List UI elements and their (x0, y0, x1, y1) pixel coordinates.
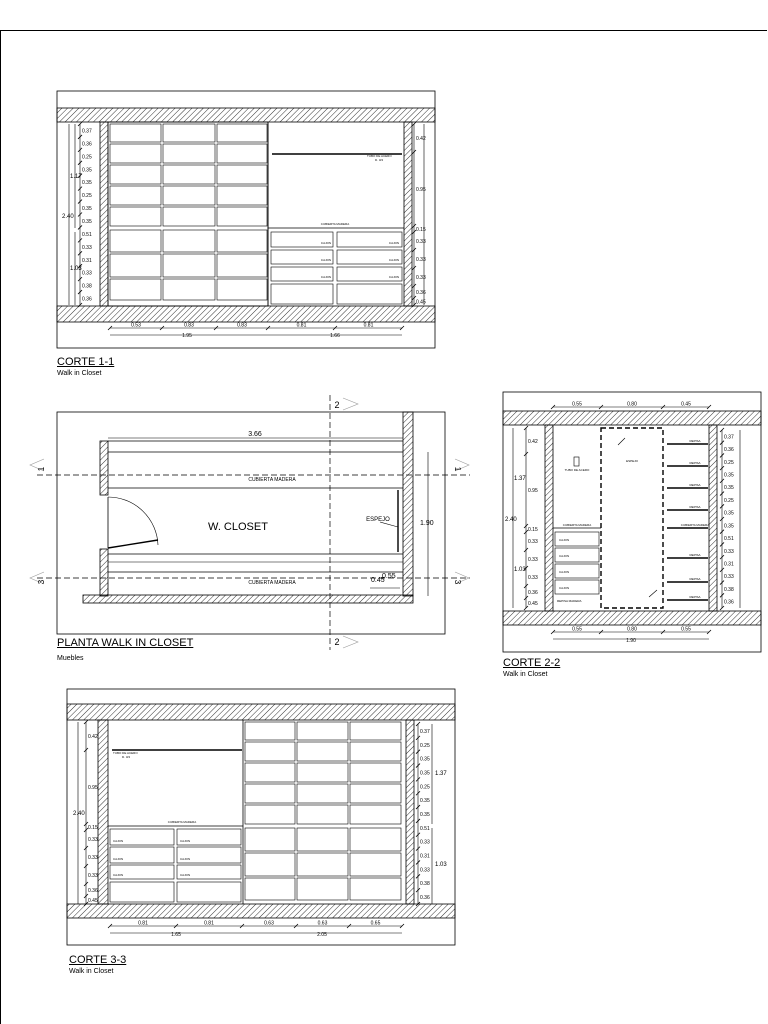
drawer-front (163, 207, 215, 226)
right-dim-label: 0.95 (416, 187, 426, 193)
right-dim-label: 0.33 (724, 574, 734, 581)
left-dim-label: 0.95 (528, 488, 538, 494)
right-dim-label: 0.35 (420, 812, 430, 818)
bottom-dim-label: 0.81 (138, 920, 148, 927)
ceiling-slab (67, 704, 455, 720)
bottom-dim-label: 0.55 (572, 626, 582, 633)
drawer-label: CAJON (388, 258, 400, 262)
section-marker-label: 2 (334, 400, 340, 410)
right-dim-label: 0.42 (416, 136, 426, 142)
drawer-front (217, 279, 267, 300)
left-dim-label: 0.95 (88, 785, 98, 791)
shelf-label: REPISA (689, 595, 701, 599)
height-dim-label: 1.90 (420, 520, 434, 527)
shelf-label: REPISA (689, 553, 701, 557)
drawer (177, 882, 241, 902)
mirror (601, 428, 663, 608)
right-dim-label: 0.33 (416, 239, 426, 245)
bottom-dim-label: 0.83 (184, 322, 194, 329)
shelf-label: REPISA (689, 577, 701, 581)
corte-2-2-elevation (503, 392, 761, 652)
right-dim-label: 0.31 (420, 853, 430, 860)
left-dim-label: 0.38 (82, 283, 92, 290)
left-dim-label: 0.45 (88, 898, 98, 904)
bottom-total-label: 1.66 (330, 333, 340, 339)
room-label: W. CLOSET (208, 521, 268, 533)
drawer-front (110, 144, 161, 163)
counter-label: CUBIERTA MADERA (167, 820, 197, 824)
drawer-front (245, 878, 295, 900)
drawer (110, 882, 174, 902)
bottom-total-label: 1.65 (171, 932, 181, 938)
drawer-label: CAJON (388, 241, 400, 245)
drawer-front (217, 186, 267, 205)
left-total-label: 2.40 (62, 214, 74, 220)
left-wall (100, 122, 108, 306)
right-dim-label: 0.35 (420, 756, 430, 763)
drawer-front (245, 722, 295, 740)
rod-label: TUBO DE ACERO (367, 154, 392, 158)
bottom-dim-label: 0.80 (627, 626, 637, 633)
bottom-dim-label: 0.81 (363, 322, 374, 329)
section-marker-label: 3 (453, 579, 462, 585)
bottom-dim-label: 0.81 (204, 920, 214, 927)
bottom-dim-label: 0.63 (264, 920, 274, 927)
left-dim-label: 0.51 (82, 231, 92, 238)
ceiling-slab (57, 108, 435, 122)
right-dim-label: 0.35 (724, 523, 734, 530)
drawer-front (297, 784, 348, 803)
small-dim-label: 0.55 (382, 573, 396, 580)
left-dim-label: 0.33 (82, 244, 92, 251)
floor-slab (57, 306, 435, 322)
wall-bottom (83, 595, 413, 603)
drawer-front (245, 742, 295, 761)
caption-title: PLANTA WALK IN CLOSET (57, 637, 194, 649)
bottom-dim-label: 0.81 (296, 322, 307, 329)
drawer-front (350, 853, 401, 876)
drawer-front (245, 784, 295, 803)
top-dim-label: 0.80 (627, 401, 637, 408)
left-dim-label: 0.25 (82, 193, 92, 200)
top-dim-label: 0.45 (681, 401, 691, 408)
left-dim-label: 0.36 (82, 141, 92, 148)
left-total-label: 2.40 (73, 811, 85, 817)
drawer-front (350, 722, 401, 740)
left-dim-label: 0.35 (82, 206, 92, 213)
left-dim-label: 0.25 (82, 154, 92, 161)
right-dim-label: 0.35 (724, 510, 734, 517)
left-dim-label: 0.33 (528, 539, 538, 545)
caption-title: CORTE 3-3 (69, 954, 127, 966)
left-dim-label: 0.33 (88, 855, 98, 861)
drawer-front (163, 165, 215, 184)
section-marker (343, 636, 358, 648)
drawer-front (245, 853, 295, 876)
drawer-front (217, 165, 267, 184)
right-group-label: 1.37 (435, 771, 447, 777)
right-dim-label: 0.45 (416, 299, 426, 306)
drawer-label: CAJON (113, 857, 124, 861)
rod-label: TUBO DE ACERO (564, 468, 590, 472)
right-dim-label: 0.25 (420, 742, 430, 749)
right-dim-label: 0.33 (416, 275, 426, 281)
wall-left-upper (100, 441, 108, 495)
caption-subtitle: Walk in Closet (503, 671, 548, 678)
drawer-front (217, 124, 267, 142)
counter-label: CUBIERTA MADERA (320, 222, 350, 226)
drawer-front (163, 144, 215, 163)
left-dim-label: 0.35 (82, 218, 92, 225)
left-group-label: 1.03 (514, 567, 526, 573)
left-dim-label: 0.45 (528, 601, 538, 607)
drawer-front (110, 230, 161, 252)
drawer-front (297, 805, 348, 824)
left-dim-label: 0.36 (528, 590, 538, 596)
drawer-front (217, 254, 267, 277)
drawer-front (297, 763, 348, 782)
right-dim-label: 0.35 (724, 472, 734, 479)
drawer-front (245, 763, 295, 782)
right-dim-label: 0.35 (420, 770, 430, 777)
small-dim-label: 0.45 (371, 577, 385, 584)
caption-corte-3-3 (69, 954, 126, 976)
drawer-front (110, 165, 161, 184)
left-dim-label: 0.31 (82, 257, 92, 264)
drawer-label: CAJON (320, 275, 332, 279)
drawer-label: CAJON (559, 554, 570, 558)
corte-3-3-elevation (67, 689, 455, 945)
shelf-label: REPISA (689, 461, 701, 465)
bottom-dim-label: 0.55 (681, 626, 691, 633)
drawer (271, 284, 333, 304)
right-dim-label: 0.36 (724, 447, 734, 454)
left-dim-label: 0.33 (528, 575, 538, 581)
drawer-front (297, 853, 348, 876)
bottom-note: REPISA MADERA (557, 599, 582, 603)
right-dim-label: 0.36 (416, 290, 426, 296)
drawer-label: CAJON (320, 258, 332, 262)
right-dim-label: 0.35 (420, 798, 430, 805)
section-marker (343, 398, 358, 410)
right-wall (406, 720, 414, 904)
drawer-label: CAJON (559, 538, 570, 542)
left-dim-label: 0.15 (88, 825, 98, 831)
drawer-front (217, 144, 267, 163)
door-leaf (108, 540, 158, 548)
left-dim-label: 0.33 (528, 557, 538, 563)
right-dim-label: 0.33 (420, 839, 430, 846)
section-marker-label: 2 (334, 637, 340, 647)
drawer-label: CAJON (180, 873, 191, 877)
drawer-front (163, 279, 215, 300)
right-dim-label: 0.25 (420, 784, 430, 791)
right-dim-label: 0.25 (724, 459, 734, 466)
drawer-front (110, 207, 161, 226)
left-dim-label: 0.33 (88, 873, 98, 879)
shelf-label: CUBIERTA MADERA (680, 523, 710, 527)
drawer-front (297, 722, 348, 740)
floor-slab (67, 904, 455, 918)
caption-title: CORTE 2-2 (503, 657, 561, 669)
left-group-label: 1.03 (70, 266, 82, 272)
width-dim-label: 3.66 (248, 431, 262, 438)
section-marker-label: 1 (453, 466, 462, 472)
drawer-label: CAJON (559, 570, 570, 574)
drawer-label: CAJON (180, 857, 191, 861)
corte-1-1-elevation (57, 91, 435, 348)
top-dim-label: 0.55 (572, 401, 582, 408)
caption-title: CORTE 1-1 (57, 356, 115, 368)
shelf-label: REPISA (689, 505, 701, 509)
left-dim-label: 0.37 (82, 128, 92, 135)
rod-bracket (574, 457, 579, 466)
right-dim-label: 0.31 (724, 561, 734, 568)
right-dim-label: 0.51 (420, 825, 430, 832)
right-dim-label: 0.37 (420, 728, 430, 735)
left-dim-label: 0.36 (82, 296, 92, 303)
floor-slab (503, 611, 761, 625)
mirror-mark (649, 590, 657, 597)
right-dim-label: 0.33 (420, 867, 430, 874)
left-dim-label: 0.33 (82, 270, 92, 277)
caption-subtitle: Walk in Closet (69, 968, 114, 975)
drawer-front (110, 124, 161, 142)
caption-corte-2-2 (503, 657, 560, 679)
bottom-total-label: 1.95 (182, 333, 192, 339)
drawer-label: CAJON (113, 873, 124, 877)
planta-walk-in-closet-plan (30, 395, 470, 650)
counter-label-top: CUBIERTA MADERA (248, 477, 296, 483)
right-group-label: 1.03 (435, 862, 447, 868)
rod-sub-label: D. 3/4 (122, 755, 131, 759)
section-marker-label: 3 (37, 579, 46, 585)
drawer-front (350, 784, 401, 803)
bottom-dim-label: 0.63 (317, 920, 328, 927)
counter-label-bottom: CUBIERTA MADERA (248, 580, 296, 586)
drawer-front (110, 279, 161, 300)
right-wall (404, 122, 412, 306)
left-total-label: 2.40 (505, 517, 517, 523)
mirror-label: ESPEJO (366, 517, 390, 523)
drawer-front (297, 828, 348, 851)
left-dim-label: 0.35 (82, 167, 92, 174)
drawer-front (110, 254, 161, 277)
right-dim-label: 0.33 (416, 257, 426, 263)
drawer-label: CAJON (559, 586, 570, 590)
right-dim-label: 0.25 (724, 497, 734, 504)
mirror-mark (618, 438, 625, 445)
right-dim-label: 0.15 (416, 227, 426, 233)
wall-left-lower (100, 549, 108, 596)
bottom-total-label: 2.05 (317, 932, 327, 938)
drawer-front (350, 763, 401, 782)
left-dim-label: 0.36 (88, 888, 98, 894)
caption-subtitle: Walk in Closet (57, 370, 102, 377)
ceiling-slab (503, 411, 761, 425)
left-dim-label: 0.35 (82, 180, 92, 187)
left-group-label: 1.17 (70, 174, 82, 180)
right-wall (709, 425, 717, 611)
left-dim-label: 0.33 (88, 837, 98, 843)
drawer-front (245, 828, 295, 851)
right-dim-label: 0.36 (420, 895, 430, 902)
left-group-label: 1.37 (514, 476, 526, 482)
right-dim-label: 0.35 (724, 485, 734, 492)
right-dim-label: 0.38 (724, 586, 734, 593)
wall-right (403, 412, 413, 596)
drawer-front (350, 805, 401, 824)
left-wall (98, 720, 108, 904)
drawer-front (297, 878, 348, 900)
drawer-front (163, 186, 215, 205)
right-dim-label: 0.51 (724, 536, 734, 543)
shelf-label: REPISA (689, 483, 701, 487)
cabinet-outline (108, 122, 268, 306)
drawer-front (350, 742, 401, 761)
rod-label: TUBO DE ACERO (113, 751, 138, 755)
right-dim-label: 0.37 (724, 434, 734, 441)
mirror-label: ESPEJO (626, 459, 638, 463)
drawer-label: CAJON (180, 839, 191, 843)
caption-planta (57, 637, 193, 663)
left-dim-label: 0.42 (528, 439, 538, 445)
right-dim-label: 0.38 (420, 881, 430, 888)
drawer-front (350, 828, 401, 851)
left-dim-label: 0.42 (88, 734, 98, 740)
bottom-dim-label: 0.83 (237, 322, 247, 329)
drawer-label: CAJON (320, 241, 332, 245)
drawer-front (110, 186, 161, 205)
counter-label: CUBIERTA MADERA (562, 523, 592, 527)
bottom-dim-label: 0.65 (370, 920, 381, 927)
drawer-front (350, 878, 401, 900)
drawer-front (245, 805, 295, 824)
caption-subtitle: Muebles (57, 655, 84, 662)
left-wall (545, 425, 553, 611)
drawer-label: CAJON (113, 839, 124, 843)
shelf-label: REPISA (689, 439, 701, 443)
drawer-label: CAJON (388, 275, 400, 279)
bottom-total-label: 1.90 (626, 638, 636, 644)
right-dim-label: 0.36 (724, 599, 734, 606)
drawer (337, 284, 402, 304)
drawer-front (217, 207, 267, 226)
bottom-dim-label: 0.53 (131, 322, 141, 329)
right-dim-label: 0.33 (724, 548, 734, 555)
rod-sub-label: D. 3/4 (375, 158, 384, 162)
drawer-front (297, 742, 348, 761)
left-dim-label: 0.15 (528, 527, 538, 533)
section-marker-label: 1 (37, 466, 46, 472)
drawer-front (217, 230, 267, 252)
drawer-front (163, 254, 215, 277)
door-swing-arc (108, 497, 158, 545)
drawer-front (163, 230, 215, 252)
drawer-front (163, 124, 215, 142)
caption-corte-1-1 (57, 356, 114, 378)
